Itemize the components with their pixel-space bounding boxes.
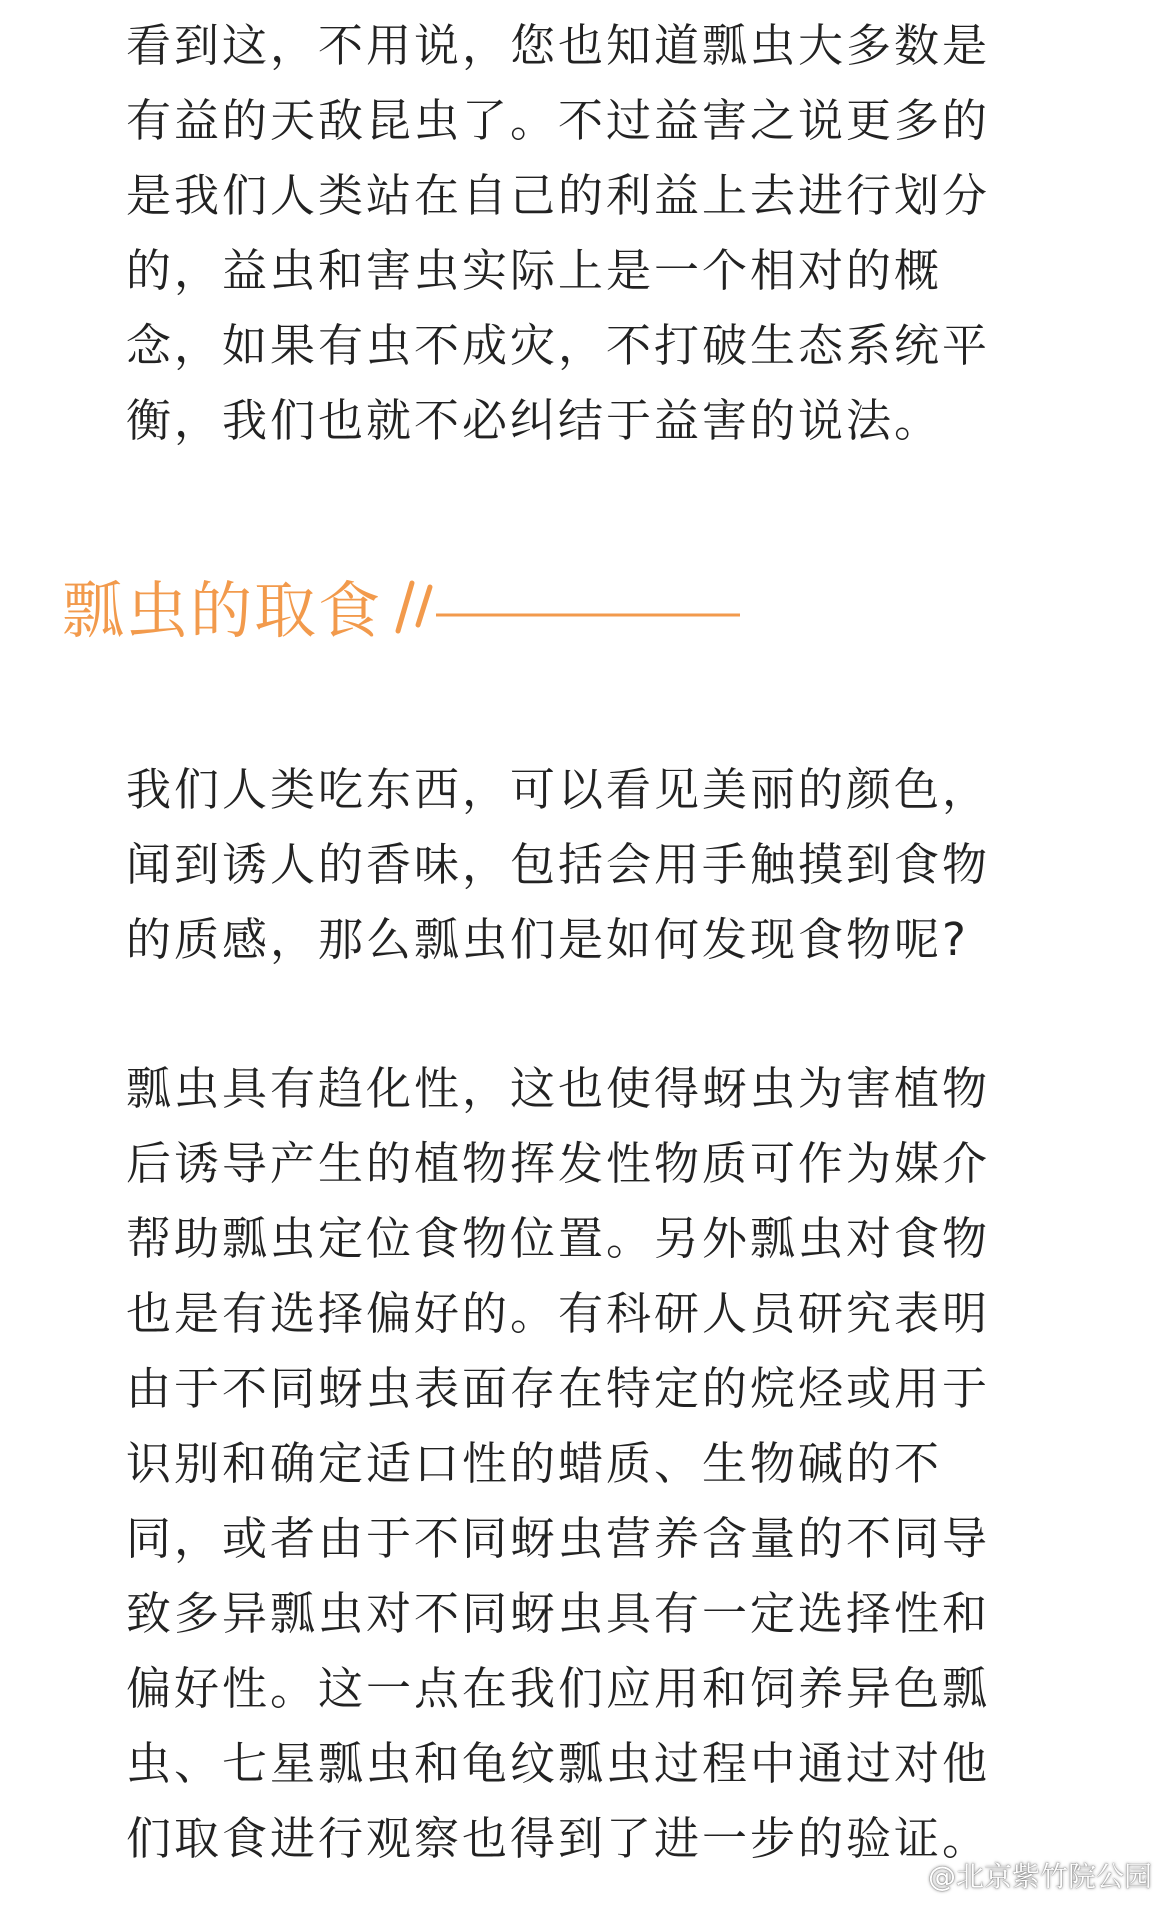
text-line: 看到这，不用说，您也知道瓢虫大多数是 [126, 19, 991, 72]
text-line: 识别和确定适口性的蜡质、生物碱的不 [126, 1437, 943, 1490]
text-line: 帮助瓢虫定位食物位置。另外瓢虫对食物 [126, 1212, 991, 1265]
heading-divider-decoration [388, 575, 748, 635]
text-line: 虫、七星瓢虫和龟纹瓢虫过程中通过对他 [126, 1737, 991, 1790]
text-line: 也是有选择偏好的。有科研人员研究表明 [126, 1287, 991, 1340]
text-line: 有益的天敌昆虫了。不过益害之说更多的 [126, 94, 991, 147]
text-line: 念，如果有虫不成灾，不打破生态系统平 [126, 319, 991, 372]
section-title: 瓢虫的取食 [62, 573, 383, 647]
text-line: 们取食进行观察也得到了进一步的验证。 [126, 1812, 991, 1865]
text-line: 偏好性。这一点在我们应用和饲养异色瓢 [126, 1662, 991, 1715]
text-line: 瓢虫具有趋化性，这也使得蚜虫为害植物 [126, 1062, 991, 1115]
text-line: 后诱导产生的植物挥发性物质可作为媒介 [126, 1137, 991, 1190]
text-line: 同，或者由于不同蚜虫营养含量的不同导 [126, 1512, 991, 1565]
paragraph-question [126, 752, 1056, 977]
section-heading [62, 560, 748, 650]
paragraph-explanation [126, 1051, 1056, 1876]
text-line: 衡，我们也就不必纠结于益害的说法。 [126, 394, 943, 447]
text-line: 的质感，那么瓢虫们是如何发现食物呢? [126, 913, 969, 966]
text-line: 的，益虫和害虫实际上是一个相对的概 [126, 244, 943, 297]
text-line: 由于不同蚜虫表面存在特定的烷烃或用于 [126, 1362, 991, 1415]
paragraph-intro [126, 8, 1056, 458]
watermark: @北京紫竹院公园 [927, 1860, 1152, 1893]
text-line: 闻到诱人的香味，包括会用手触摸到食物 [126, 838, 991, 891]
text-line: 我们人类吃东西，可以看见美丽的颜色， [126, 763, 991, 816]
text-line: 是我们人类站在自己的利益上去进行划分 [126, 169, 991, 222]
text-line: 致多异瓢虫对不同蚜虫具有一定选择性和 [126, 1587, 991, 1640]
